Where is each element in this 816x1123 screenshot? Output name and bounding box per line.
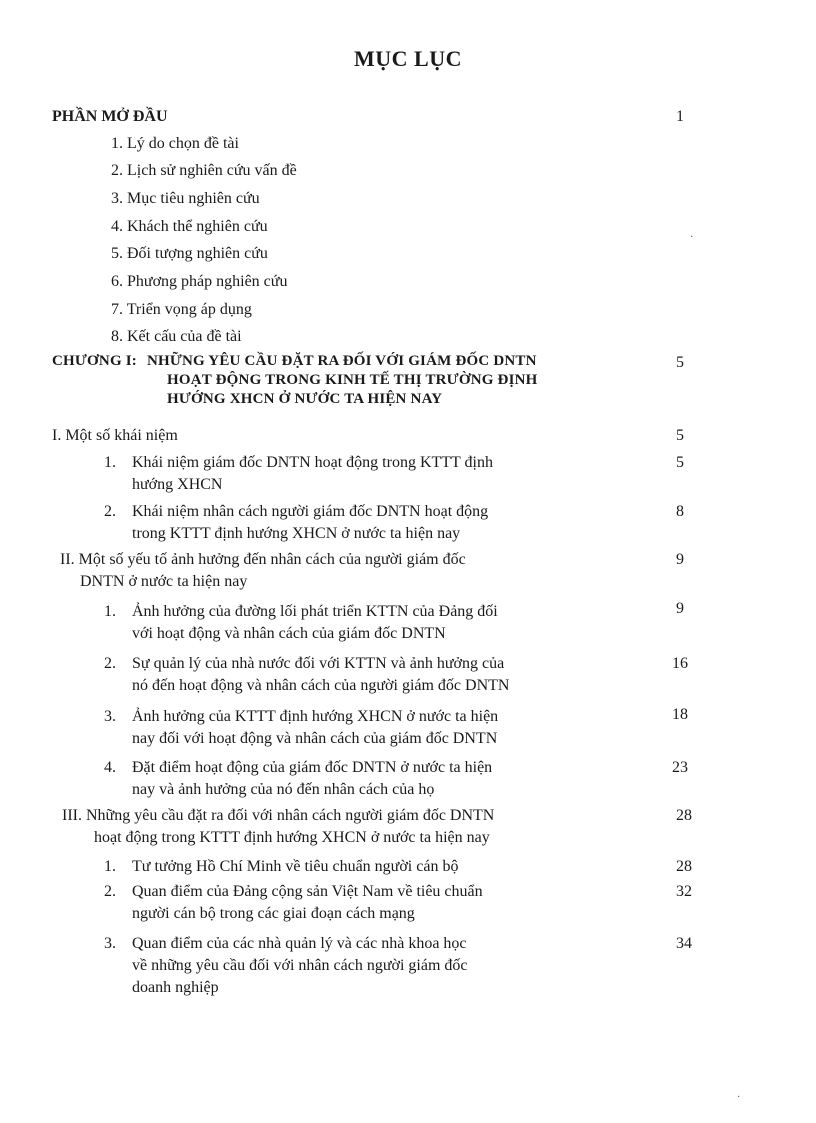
section-3-heading — [62, 805, 682, 849]
section-3-item-3-page: 34 — [676, 935, 692, 952]
section-2-item-4-page: 23 — [672, 759, 688, 776]
section-2-item-1-page: 9 — [676, 600, 684, 617]
section-3-line-1: III. Những yêu cầu đặt ra đối với nhân cách người giám đốc DNTN — [62, 807, 495, 824]
section-2-line-2: DNTN ở nước ta hiện nay — [80, 573, 248, 590]
chapter-1-label: CHƯƠNG I: — [52, 353, 137, 369]
item-text-line-2: với hoạt động và nhân cách của giám đốc DNTN — [132, 625, 446, 642]
section-3-item-2-page: 32 — [676, 883, 692, 900]
section-2-page: 9 — [676, 551, 684, 568]
intro-item-1: 1. Lý do chọn đề tài — [111, 135, 239, 152]
item-number: 4. — [104, 759, 116, 776]
section-3-item-1-page: 28 — [676, 858, 692, 875]
intro-item-4: 4. Khách thể nghiên cứu — [111, 218, 268, 235]
item-text-line-2: người cán bộ trong các giai đoạn cách mạng — [132, 905, 415, 922]
item-number: 3. — [104, 708, 116, 725]
item-text-line-2: hướng XHCN — [132, 476, 223, 493]
intro-item-8: 8. Kết cấu của đề tài — [111, 328, 242, 345]
chapter-1-heading — [52, 352, 652, 409]
section-1-item-1-page: 5 — [676, 454, 684, 471]
item-number: 1. — [104, 858, 116, 875]
intro-item-5: 5. Đối tượng nghiên cứu — [111, 245, 268, 262]
item-text-line-2: nay đối với hoạt động và nhân cách của giám đốc DNTN — [132, 730, 498, 747]
section-2-line-1: II. Một số yếu tố ảnh hưởng đến nhân cách của người giám đốc — [60, 551, 466, 568]
item-text-line-1: Ảnh hưởng của đường lối phát triển KTTN của Đảng đối — [132, 603, 498, 620]
intro-item-2: 2. Lịch sử nghiên cứu vấn đề — [111, 162, 297, 179]
item-number: 2. — [104, 655, 116, 672]
section-2-item-2 — [104, 653, 649, 697]
item-text-line-2: nó đến hoạt động và nhân cách của người giám đốc DNTN — [132, 677, 510, 694]
section-3-item-2 — [104, 881, 649, 925]
chapter-1-line-2: HOẠT ĐỘNG TRONG KINH TẾ THỊ TRƯỜNG ĐỊNH — [167, 372, 538, 388]
item-text-line-1: Quan điểm của các nhà quản lý và các nhà khoa học — [132, 935, 467, 952]
item-text-line-1: Ảnh hưởng của KTTT định hướng XHCN ở nước ta hiện — [132, 708, 499, 725]
item-text-line-3: doanh nghiệp — [132, 979, 219, 996]
item-text-line-1: Khái niệm nhân cách người giám đốc DNTN hoạt động — [132, 503, 489, 520]
section-1-heading: I. Một số khái niệm — [52, 427, 178, 444]
item-text-line-1: Tư tưởng Hồ Chí Minh về tiêu chuẩn người cán bộ — [132, 858, 459, 875]
section-3-item-3 — [104, 933, 649, 999]
intro-item-6: 6. Phương pháp nghiên cứu — [111, 273, 288, 290]
page-title: MỤC LỤC — [354, 46, 462, 71]
item-number: 2. — [104, 503, 116, 520]
scan-speck: · — [737, 1092, 741, 1103]
item-number: 2. — [104, 883, 116, 900]
item-number: 1. — [104, 454, 116, 471]
chapter-1-page: 5 — [676, 354, 684, 371]
section-1-item-1 — [104, 452, 649, 496]
intro-heading: PHẦN MỞ ĐẦU — [52, 108, 168, 125]
section-2-heading — [60, 549, 660, 593]
item-text-line-1: Quan điểm của Đảng cộng sản Việt Nam về tiêu chuẩn — [132, 883, 483, 900]
item-text-line-1: Đặt điểm hoạt động của giám đốc DNTN ở nước ta hiện — [132, 759, 493, 776]
section-1-page: 5 — [676, 427, 684, 444]
scan-speck: · — [690, 232, 694, 243]
section-1-item-2-page: 8 — [676, 503, 684, 520]
item-text-line-1: Khái niệm giám đốc DNTN hoạt động trong KTTT định — [132, 454, 493, 471]
item-number: 1. — [104, 603, 116, 620]
section-3-line-2: hoạt động trong KTTT định hướng XHCN ở nước ta hiện nay — [94, 829, 490, 846]
section-2-item-3-page: 18 — [672, 706, 688, 723]
intro-page: 1 — [676, 108, 684, 125]
chapter-1-line-1: NHỮNG YÊU CẦU ĐẶT RA ĐỐI VỚI GIÁM ĐỐC DNTN — [146, 353, 537, 369]
item-number: 3. — [104, 935, 116, 952]
item-text-line-2: nay và ảnh hưởng của nó đến nhân cách của họ — [132, 781, 435, 798]
intro-item-7: 7. Triển vọng áp dụng — [111, 301, 252, 318]
section-3-item-1 — [104, 856, 649, 878]
item-text-line-2: trong KTTT định hướng XHCN ở nước ta hiện nay — [132, 525, 461, 542]
intro-item-3: 3. Mục tiêu nghiên cứu — [111, 190, 260, 207]
section-3-page: 28 — [676, 807, 692, 824]
chapter-1-line-3: HƯỚNG XHCN Ở NƯỚC TA HIỆN NAY — [167, 391, 443, 407]
section-2-item-2-page: 16 — [672, 655, 688, 672]
section-1-item-2 — [104, 501, 649, 545]
section-2-item-3 — [104, 706, 649, 750]
section-2-item-4 — [104, 757, 649, 801]
section-2-item-1 — [104, 601, 649, 645]
item-text-line-2: về những yêu cầu đối với nhân cách người giám đốc — [132, 957, 468, 974]
item-text-line-1: Sự quản lý của nhà nước đối với KTTN và ảnh hưởng của — [132, 655, 505, 672]
